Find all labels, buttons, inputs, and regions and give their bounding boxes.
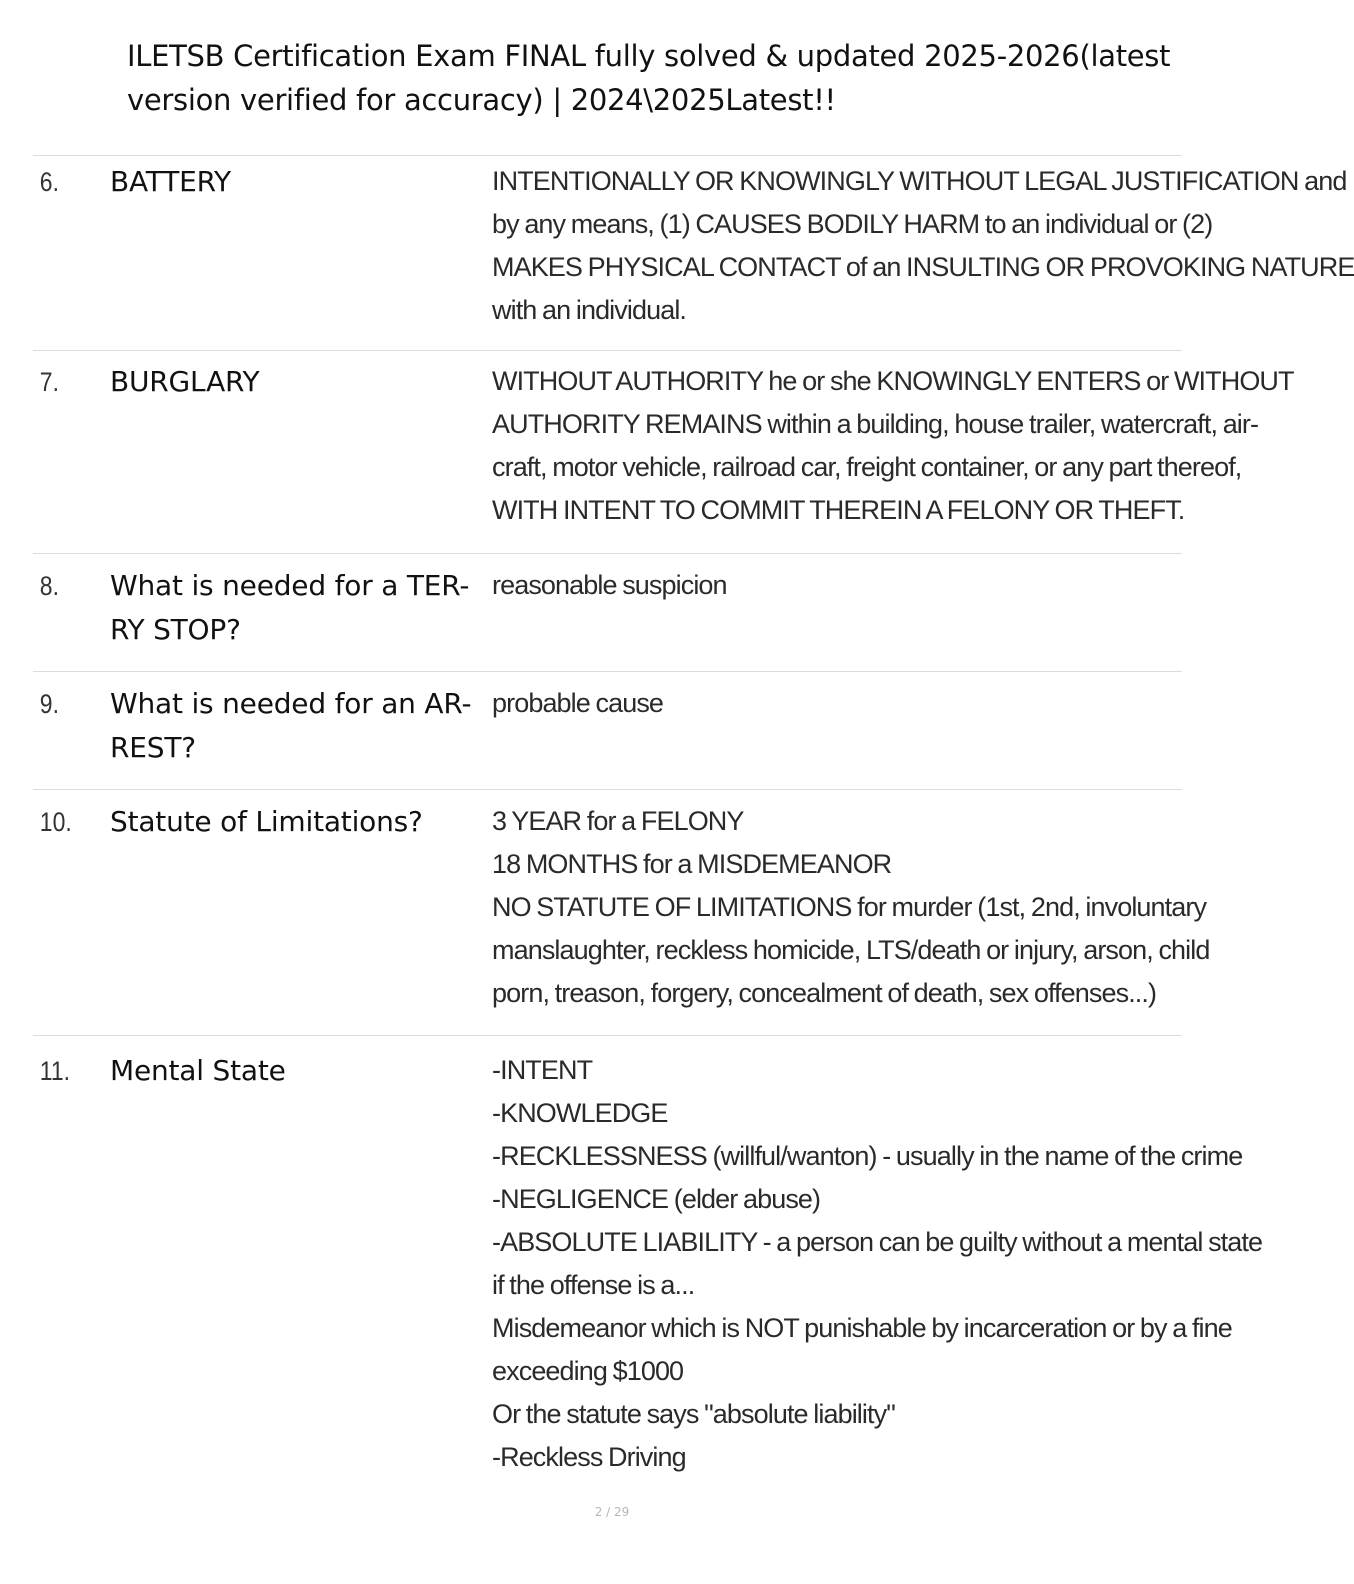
definition-line: WITHOUT AUTHORITY he or she KNOWINGLY ENTERS or WITHOUT <box>492 366 1294 396</box>
definition-line: 18 MONTHS for a MISDEMEANOR <box>492 849 892 879</box>
definition-line: -ABSOLUTE LIABILITY - a person can be guilty without a mental state <box>492 1227 1263 1257</box>
card-term: Statute of Limitations? <box>110 805 423 838</box>
card-definition <box>492 360 1294 532</box>
document-title: ILETSB Certification Exam FINAL fully solved & updated 2025-2026(latest version verified for accuracy) | 2024\2025Latest!! <box>127 39 1171 117</box>
card-number: 8. <box>39 571 59 601</box>
card-term: BATTERY <box>110 165 231 198</box>
definition-line: -KNOWLEDGE <box>492 1098 668 1128</box>
definition-line: MAKES PHYSICAL CONTACT of an INSULTING OR PROVOKING NATURE <box>492 252 1354 282</box>
definition-line: -RECKLESSNESS (willful/wanton) - usually in the name of the crime <box>492 1141 1243 1171</box>
card-definition <box>492 682 1172 725</box>
card-term: What is needed for an AR-REST? <box>110 687 472 764</box>
card-definition <box>492 564 1172 607</box>
card-term: BURGLARY <box>110 365 260 398</box>
card-number: 10. <box>39 807 72 837</box>
definition-line: Misdemeanor which is NOT punishable by incarceration or by a fine <box>492 1313 1232 1343</box>
card-number: 9. <box>39 689 59 719</box>
definition-line: INTENTIONALLY OR KNOWINGLY WITHOUT LEGAL JUSTIFICATION and <box>492 166 1347 196</box>
definition-line: -Reckless Driving <box>492 1442 686 1472</box>
card-term: Mental State <box>110 1054 286 1087</box>
card-term: What is needed for a TER-RY STOP? <box>110 569 470 646</box>
card-number: 7. <box>39 367 59 397</box>
definition-line: probable cause <box>492 688 664 718</box>
flashcard-row <box>33 554 1182 672</box>
card-definition <box>492 800 1210 1015</box>
definition-line: NO STATUTE OF LIMITATIONS for murder (1st, 2nd, involuntary <box>492 892 1207 922</box>
flashcard-row <box>33 1036 1263 1491</box>
flashcard-row <box>33 351 1294 554</box>
flashcard-row <box>33 790 1210 1036</box>
card-definition <box>492 1049 1263 1479</box>
definition-line: if the offense is a... <box>492 1270 695 1300</box>
definition-line: porn, treason, forgery, concealment of death, sex offenses...) <box>492 978 1157 1008</box>
page-number: 2 / 29 <box>594 1505 630 1519</box>
definition-line: by any means, (1) CAUSES BODILY HARM to an individual or (2) <box>492 209 1213 239</box>
definition-line: WITH INTENT TO COMMIT THEREIN A FELONY OR THEFT. <box>492 495 1185 525</box>
card-number: 11. <box>39 1056 71 1086</box>
flashcard-row <box>33 672 1182 790</box>
definition-line: manslaughter, reckless homicide, LTS/death or injury, arson, child <box>492 935 1210 965</box>
definition-line: -NEGLIGENCE (elder abuse) <box>492 1184 821 1214</box>
definition-line: Or the statute says "absolute liability" <box>492 1399 895 1429</box>
definition-line: 3 YEAR for a FELONY <box>492 806 744 836</box>
card-definition <box>492 160 1354 332</box>
definition-line: AUTHORITY REMAINS within a building, house trailer, watercraft, air- <box>492 409 1259 439</box>
definition-line: exceeding $1000 <box>492 1356 684 1386</box>
definition-line: craft, motor vehicle, railroad car, freight container, or any part thereof, <box>492 452 1242 482</box>
flashcard-list <box>33 155 1354 1491</box>
definition-line: reasonable suspicion <box>492 570 727 600</box>
flashcard-row <box>33 156 1354 351</box>
definition-line: -INTENT <box>492 1055 593 1085</box>
card-number: 6. <box>39 167 59 197</box>
definition-line: with an individual. <box>492 295 687 325</box>
